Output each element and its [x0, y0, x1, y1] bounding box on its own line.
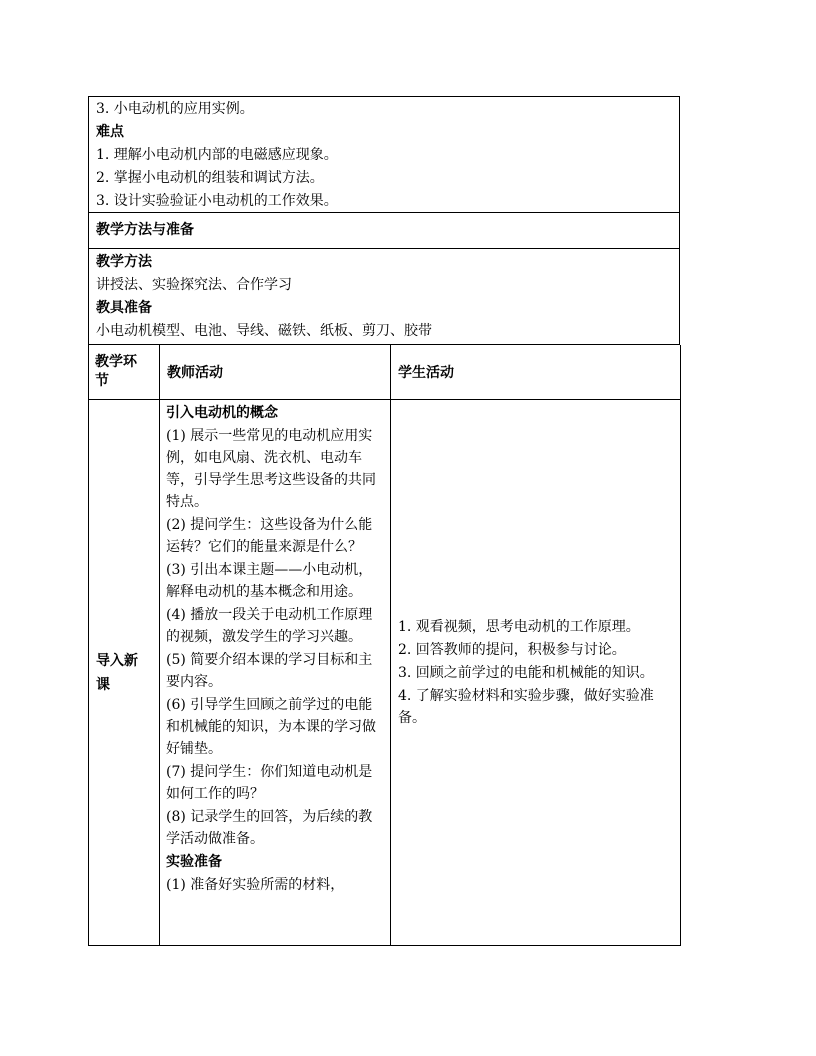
tools-heading: 教具准备 [96, 300, 152, 316]
teacher-item: (1) 展示一些常见的电动机应用实例，如电风扇、洗衣机、电动车等，引导学生思考这些设备的共同特点。 [166, 428, 376, 510]
teacher-item: (8) 记录学生的回答，为后续的教学活动做准备。 [166, 809, 373, 847]
teacher-item: (5) 简要介绍本课的学习目标和主要内容。 [166, 652, 373, 690]
teaching-methods-heading: 教学方法 [96, 254, 152, 270]
table-row [89, 400, 681, 946]
stage-cell: 导入新 课 [89, 400, 160, 946]
teacher-item: (2) 提问学生：这些设备为什么能运转？它们的能量来源是什么？ [166, 517, 373, 555]
prep-section [88, 249, 680, 345]
teacher-section-title: 实验准备 [166, 854, 222, 870]
teacher-item: (6) 引导学生回顾之前学过的电能和机械能的知识，为本课的学习做好铺垫。 [166, 697, 376, 757]
key-point-3: 3. 小电动机的应用实例。 [96, 101, 254, 117]
document-page [88, 96, 680, 946]
teacher-item: (1) 准备好实验所需的材料， [166, 877, 345, 893]
methods-and-prep-heading: 教学方法与准备 [96, 222, 194, 238]
content-section [88, 96, 680, 213]
methods-section [88, 213, 680, 249]
table-header-row [89, 345, 681, 400]
difficulty-item: 1. 理解小电动机内部的电磁感应现象。 [96, 147, 338, 163]
tools-text: 小电动机模型、电池、导线、磁铁、纸板、剪刀、胶带 [96, 323, 432, 339]
difficulty-heading: 难点 [96, 124, 124, 140]
student-item: 1. 观看视频，思考电动机的工作原理。 [398, 618, 640, 635]
difficulty-item: 2. 掌握小电动机的组装和调试方法。 [96, 170, 324, 186]
teacher-item: (3) 引出本课主题——小电动机，解释电动机的基本概念和用途。 [166, 562, 373, 600]
header-teacher-activity: 教师活动 [160, 345, 391, 400]
difficulty-item: 3. 设计实验验证小电动机的工作效果。 [96, 193, 338, 209]
teacher-activity-cell [160, 400, 391, 946]
header-student-activity: 学生活动 [391, 345, 681, 400]
student-activity-cell [391, 400, 681, 946]
student-item: 3. 回顾之前学过的电能和机械能的知识。 [398, 664, 654, 681]
activity-table [88, 345, 681, 946]
student-item: 2. 回答教师的提问，积极参与讨论。 [398, 641, 626, 658]
teacher-item: (4) 播放一段关于电动机工作原理的视频，激发学生的学习兴趣。 [166, 607, 373, 645]
student-item: 4. 了解实验材料和实验步骤，做好实验准备。 [398, 687, 654, 726]
teaching-methods-text: 讲授法、实验探究法、合作学习 [96, 277, 292, 293]
teacher-section-title: 引入电动机的概念 [166, 405, 278, 421]
header-stage: 教学环 节 [89, 345, 160, 400]
teacher-item: (7) 提问学生：你们知道电动机是如何工作的吗？ [166, 764, 373, 802]
